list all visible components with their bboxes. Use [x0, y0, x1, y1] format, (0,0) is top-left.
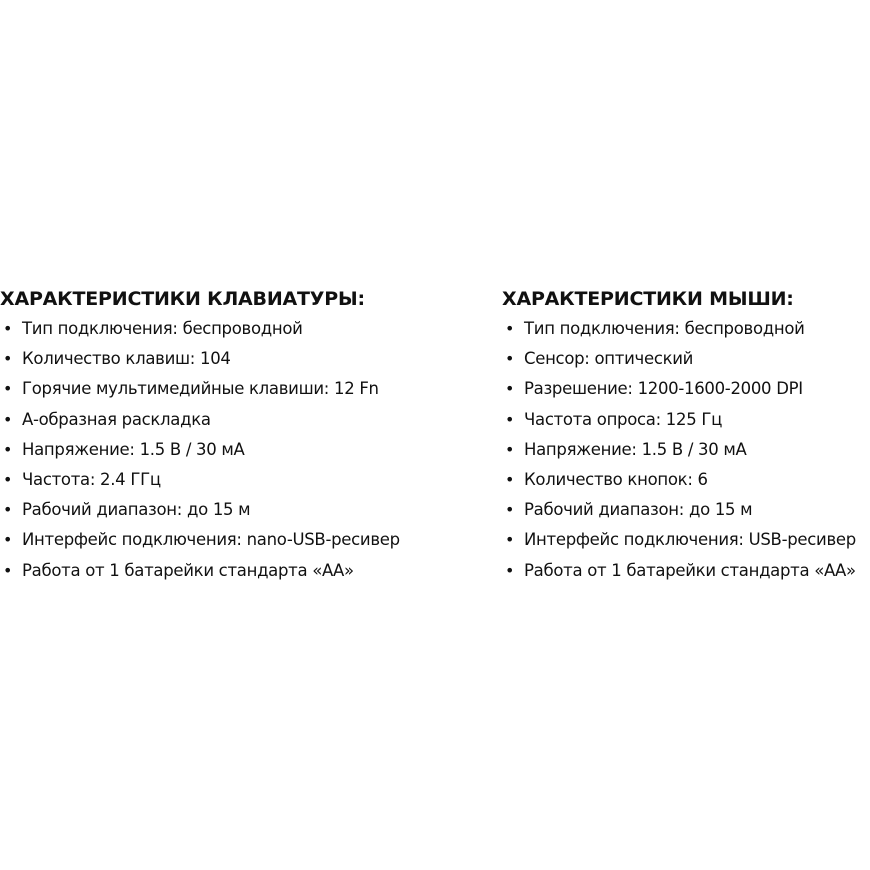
bullet-icon: •: [3, 560, 13, 580]
list-item: [502, 495, 870, 525]
list-item: [502, 405, 870, 435]
list-item: [0, 435, 440, 465]
mouse-spec-resolution: Разрешение: 1200-1600-2000 DPI: [524, 379, 803, 399]
list-item: [0, 495, 440, 525]
keyboard-specs-heading: ХАРАКТЕРИСТИКИ КЛАВИАТУРЫ:: [0, 288, 365, 310]
mouse-spec-button-count: Количество кнопок: 6: [524, 470, 708, 490]
list-item: [0, 525, 440, 555]
bullet-icon: •: [3, 379, 13, 399]
mouse-spec-polling-rate: Частота опроса: 125 Гц: [524, 409, 723, 429]
mouse-specs-heading: ХАРАКТЕРИСТИКИ МЫШИ:: [502, 288, 794, 310]
mouse-specs-list: [502, 314, 870, 586]
bullet-icon: •: [505, 379, 515, 399]
keyboard-spec-layout: А-образная раскладка: [22, 409, 211, 429]
keyboard-specs-list: [0, 314, 440, 586]
mouse-spec-battery: Работа от 1 батарейки стандарта «АА»: [524, 560, 856, 580]
mouse-spec-range: Рабочий диапазон: до 15 м: [524, 500, 753, 520]
mouse-spec-interface: Интерфейс подключения: USB-ресивер: [524, 530, 856, 550]
mouse-spec-sensor: Сенсор: оптический: [524, 349, 694, 369]
mouse-spec-connection-type: Тип подключения: беспроводной: [524, 319, 805, 338]
list-item: [502, 344, 870, 374]
bullet-icon: •: [505, 560, 515, 580]
bullet-icon: •: [3, 409, 13, 429]
list-item: [502, 525, 870, 555]
bullet-icon: •: [505, 409, 515, 429]
list-item: [0, 374, 440, 404]
keyboard-spec-voltage: Напряжение: 1.5 В / 30 мА: [22, 439, 245, 459]
list-item: [502, 556, 870, 586]
mouse-spec-voltage: Напряжение: 1.5 В / 30 мА: [524, 439, 747, 459]
list-item: [502, 314, 870, 344]
bullet-icon: •: [505, 500, 515, 520]
list-item: [0, 465, 440, 495]
bullet-icon: •: [3, 439, 13, 459]
bullet-icon: •: [505, 530, 515, 550]
keyboard-spec-connection-type: Тип подключения: беспроводной: [22, 319, 303, 338]
bullet-icon: •: [3, 349, 13, 369]
list-item: [0, 344, 440, 374]
list-item: [502, 374, 870, 404]
list-item: [502, 435, 870, 465]
list-item: [0, 314, 440, 344]
mouse-specs-section: [502, 285, 870, 586]
bullet-icon: •: [505, 349, 515, 369]
bullet-icon: •: [505, 470, 515, 490]
bullet-icon: •: [505, 439, 515, 459]
list-item: [0, 556, 440, 586]
bullet-icon: •: [3, 470, 13, 490]
list-item: [0, 405, 440, 435]
bullet-icon: •: [3, 319, 13, 338]
bullet-icon: •: [3, 530, 13, 550]
bullet-icon: •: [3, 500, 13, 520]
keyboard-spec-key-count: Количество клавиш: 104: [22, 349, 231, 369]
keyboard-spec-hotkeys: Горячие мультимедийные клавиши: 12 Fn: [22, 379, 379, 399]
keyboard-spec-battery: Работа от 1 батарейки стандарта «АА»: [22, 560, 354, 580]
keyboard-specs-section: [0, 285, 440, 586]
keyboard-spec-interface: Интерфейс подключения: nano-USB-ресивер: [22, 530, 400, 550]
keyboard-spec-range: Рабочий диапазон: до 15 м: [22, 500, 251, 520]
keyboard-spec-frequency: Частота: 2.4 ГГц: [22, 470, 161, 490]
list-item: [502, 465, 870, 495]
bullet-icon: •: [505, 319, 515, 338]
